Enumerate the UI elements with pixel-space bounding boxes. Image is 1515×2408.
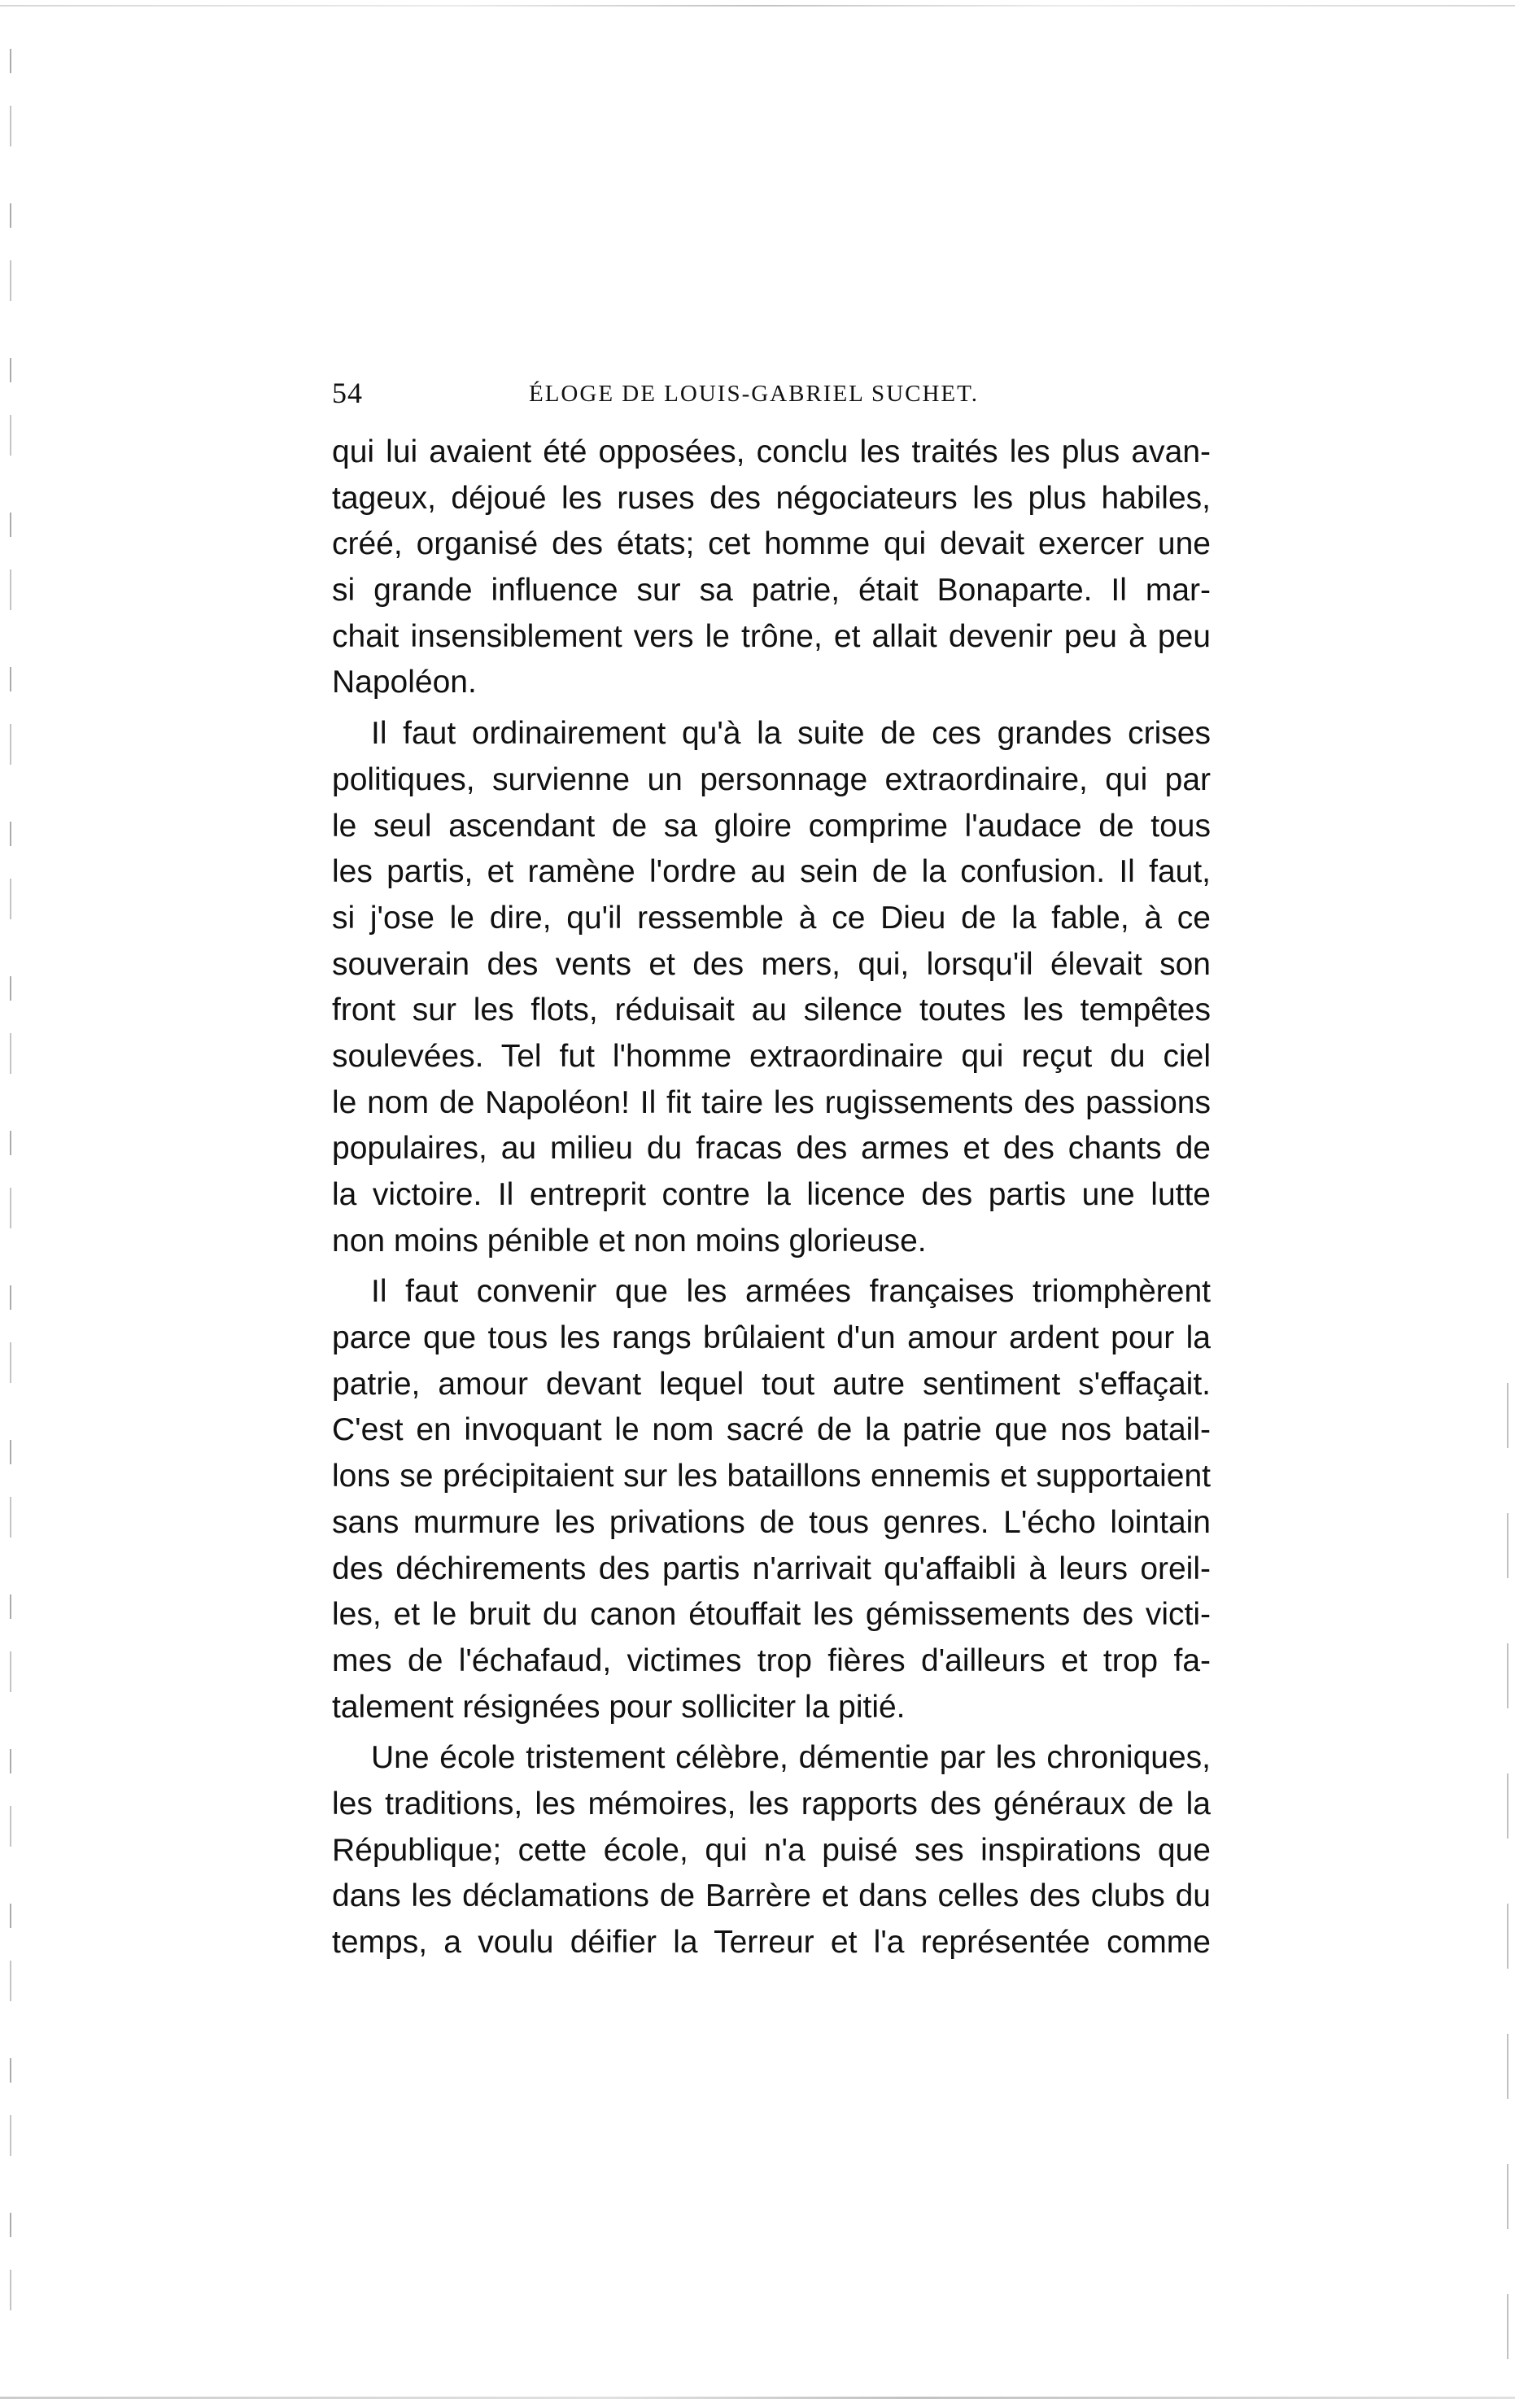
text-line: populaires, au milieu du fracas des armes et des chants de: [332, 1131, 1211, 1167]
text-line: chait insensiblement vers le trône, et allait devenir peu à peu: [332, 618, 1211, 654]
text-line: Une école tristement célèbre, démentie par les chroniques,: [371, 1740, 1211, 1776]
text-line: non moins pénible et non moins glorieuse.: [332, 1223, 927, 1259]
paragraph: [332, 1735, 1211, 1965]
text-line: soulevées. Tel fut l'homme extraordinaire qui reçut du ciel: [332, 1038, 1211, 1074]
text-line: les, et le bruit du canon étouffait les gémissements des victi-: [332, 1597, 1211, 1633]
text-line: talement résignées pour solliciter la pitié.: [332, 1689, 906, 1725]
text-line: Napoléon.: [332, 665, 477, 700]
text-line: les partis, et ramène l'ordre au sein de la confusion. Il faut,: [332, 854, 1211, 890]
text-line: la victoire. Il entreprit contre la licence des partis une lutte: [332, 1177, 1211, 1212]
text-line: République; cette école, qui n'a puisé ses inspirations que: [332, 1832, 1211, 1868]
text-line: Il faut convenir que les armées françaises triomphèrent: [371, 1274, 1211, 1310]
scan-edge-left: [10, 49, 11, 2327]
text-line: souverain des vents et des mers, qui, lorsqu'il élevait son: [332, 946, 1211, 982]
text-line: des déchirements des partis n'arrivait qu'affaibli à leurs oreil-: [332, 1551, 1211, 1586]
text-line: Il faut ordinairement qu'à la suite de ces grandes crises: [371, 716, 1211, 752]
text-line: patrie, amour devant lequel tout autre sentiment s'effaçait.: [332, 1366, 1211, 1402]
text-line: qui lui avaient été opposées, conclu les traités les plus avan-: [332, 434, 1211, 469]
text-line: tageux, déjoué les ruses des négociateurs les plus habiles,: [332, 480, 1211, 516]
text-line: sans murmure les privations de tous genres. L'écho lointain: [332, 1504, 1211, 1540]
text-line: créé, organisé des états; cet homme qui devait exercer une: [332, 526, 1211, 562]
body-text: [332, 430, 1211, 1966]
paragraph: [332, 1269, 1211, 1730]
paragraph: [332, 711, 1211, 1264]
running-title: ÉLOGE DE LOUIS-GABRIEL SUCHET.: [529, 381, 979, 407]
paragraph: [332, 430, 1211, 706]
text-line: politiques, survienne un personnage extraordinaire, qui par: [332, 761, 1211, 797]
text-line: les traditions, les mémoires, les rapports des généraux de la: [332, 1786, 1211, 1821]
text-line: dans les déclamations de Barrère et dans celles des clubs du: [332, 1878, 1211, 1914]
text-line: parce que tous les rangs brûlaient d'un amour ardent pour la: [332, 1320, 1211, 1356]
page-number: 54: [332, 377, 363, 409]
text-line: le nom de Napoléon! Il fit taire les rugissements des passions: [332, 1084, 1211, 1120]
text-line: si grande influence sur sa patrie, était Bonaparte. Il mar-: [332, 573, 1211, 609]
page-header: [332, 376, 1211, 417]
text-line: C'est en invoquant le nom sacré de la patrie que nos batail-: [332, 1412, 1211, 1448]
scan-edge-top: [0, 5, 1515, 7]
text-line: si j'ose le dire, qu'il ressemble à ce Dieu de la fable, à ce: [332, 900, 1211, 936]
text-line: mes de l'échafaud, victimes trop fières d'ailleurs et trop fa-: [332, 1642, 1211, 1678]
scan-edge-right: [1507, 1383, 1508, 2359]
text-line: temps, a voulu déifier la Terreur et l'a représentée comme: [332, 1925, 1211, 1960]
text-line: lons se précipitaient sur les bataillons ennemis et supportaient: [332, 1459, 1211, 1494]
scan-edge-bottom: [0, 2397, 1515, 2399]
text-line: le seul ascendant de sa gloire comprime l'audace de tous: [332, 808, 1211, 844]
text-line: front sur les flots, réduisait au silence toutes les tempêtes: [332, 992, 1211, 1028]
